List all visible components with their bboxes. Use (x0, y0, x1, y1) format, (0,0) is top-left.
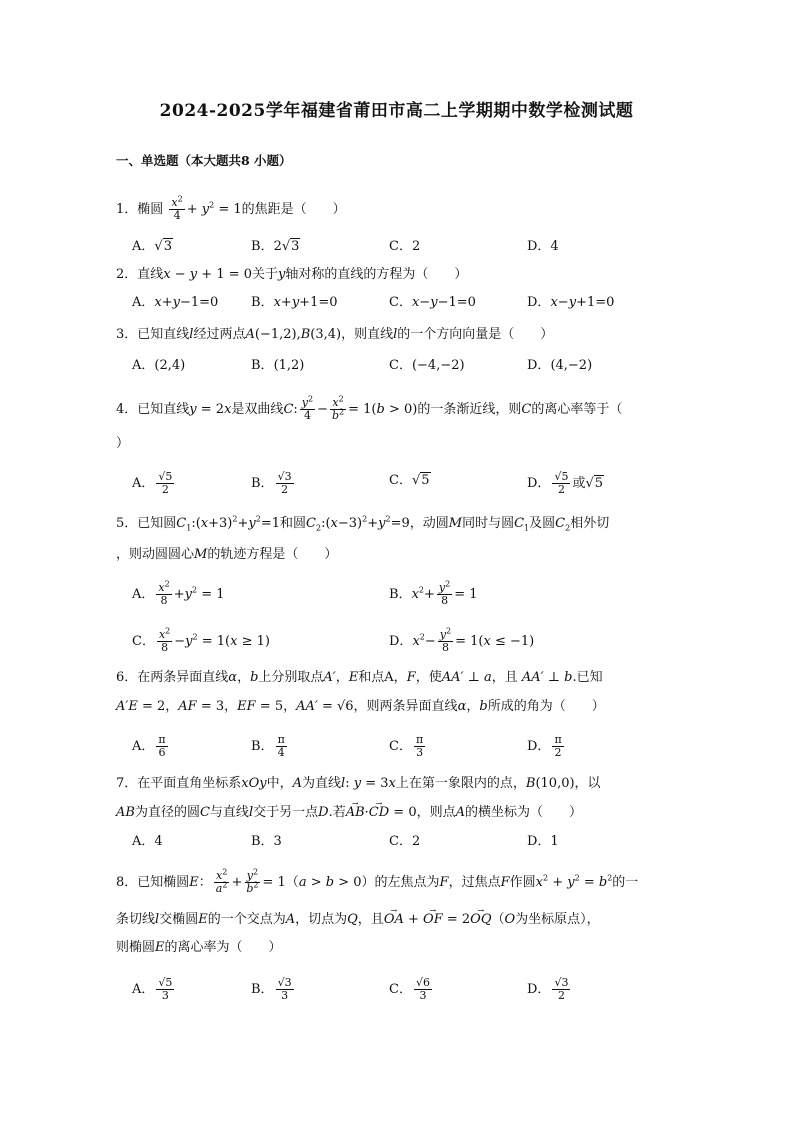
question-4-stem: 4．已知直线y = 2x是双曲线C: $\frac{y^2}{4}$ − $\frac{x^2}{b^2}$ = 1(b > 0)的一条渐近线，则C的离心率等于（ (116, 394, 623, 422)
question-8-stem-line2: 条切线l交椭圆E的一个交点为A，切点为Q，且→ OA + → OF = 2→ OQ（O为坐标原点）， (116, 910, 600, 930)
question-2-stem: 2．直线x − y + 1 = 0关于y轴对称的直线的方程为（ ） (116, 267, 468, 282)
q2-option-c: C．x−y−1=0 (389, 295, 476, 310)
q8-option-d: D． $\frac{√3}{2}$ (527, 976, 569, 1002)
q6-option-a: A． $\frac{\pi}{6}$ (132, 733, 166, 759)
q8-option-a: A． $\frac{√5}{3}$ (132, 976, 173, 1002)
question-8-stem-line3: 则椭圆E的离心率为（ ） (116, 940, 282, 955)
q1-option-d: D．4 (527, 239, 559, 254)
page-title: 2024-2025学年福建省莆田市高二上学期期中数学检测试题 (159, 101, 634, 121)
question-8-stem: 8．已知椭圆E： $\frac{x^2}{a^2}$ + $\frac{y^2}{b^2}$ = 1（a > b > 0）的左焦点为F，过焦点F作圆$x^2 + y^2 = b^2$的一 (116, 867, 639, 895)
q4-option-d: D． $\frac{√5}{2}$ 或√5 (527, 470, 604, 496)
q5-option-b: B．$x^2+$ $\frac{y^2}{8}$ = 1 (389, 579, 478, 607)
question-1-stem: 1．椭圆 $\frac{x^2}{4}$ + $y^2 = 1$的焦距是（ ） (116, 194, 346, 222)
q1-option-b: B．2√3 (251, 239, 300, 254)
q5-option-a: A． $\frac{x^2}{8}$ $+y^2 = 1$ (132, 579, 225, 607)
q3-option-c: C．(−4,−2) (389, 358, 465, 373)
question-6-stem: 6．在两条异面直线α，b上分别取点A′，E和点A，F，使AA′ ⊥ a，且 AA′ ⊥ b.已知 (116, 670, 603, 685)
q7-option-c: C．2 (389, 834, 421, 849)
q3-option-b: B．(1,2) (251, 358, 305, 373)
q2-option-b: B．x+y+1=0 (251, 295, 338, 310)
q8-option-c: C． $\frac{√6}{3}$ (389, 976, 430, 1002)
question-6-stem-line2: A′E = 2，AF = 3，EF = 5，AA′ = √6，则两条异面直线α，b所成的角为（ ） (116, 699, 605, 714)
q1-option-c: C．2 (389, 239, 421, 254)
q7-option-b: B．3 (251, 834, 282, 849)
q6-option-c: C． $\frac{\pi}{3}$ (389, 733, 424, 759)
q4-option-c: C．√5 (389, 473, 430, 488)
q6-option-d: D． $\frac{\pi}{2}$ (527, 733, 562, 759)
q5-option-c: C． $\frac{x^2}{8}$ $-y^2 = 1(x \ge 1)$ (132, 626, 270, 654)
q1-option-a: A．√3 (132, 239, 172, 254)
q4-option-b: B． $\frac{√3}{2}$ (251, 470, 292, 496)
question-3-stem: 3．已知直线l经过两点A(−1,2),B(3,4)，则直线l的一个方向向量是（ ） (116, 327, 554, 342)
q3-option-d: D．(4,−2) (527, 358, 593, 373)
q4-option-a: A． $\frac{√5}{2}$ (132, 470, 173, 496)
question-7-stem-line2: AB为直径的圆C与直线l交于另一点D.若→ AB·→ CD = 0，则点A的横坐标为（ ） (116, 803, 582, 823)
question-7-stem: 7．在平面直角坐标系xOy中，A为直线l: y = 3x上在第一象限内的点，B(10,0)，以 (116, 776, 601, 791)
q8-option-b: B． $\frac{√3}{3}$ (251, 976, 292, 1002)
section-heading: 一、单选题（本大题共8 小题） (116, 153, 292, 168)
q7-option-a: A．4 (132, 834, 163, 849)
q1-text-pre: 1．椭圆 (116, 202, 164, 217)
question-4-stem-line2: ） (116, 436, 130, 451)
q6-option-b: B． $\frac{\pi}{4}$ (251, 733, 285, 759)
q1-text-post: 的焦距是（ ） (241, 202, 346, 217)
q5-option-d: D．$x^2-$ $\frac{y^2}{8}$ = 1(x ≤ −1) (389, 626, 535, 654)
q2-option-a: A．x+y−1=0 (132, 295, 219, 310)
q7-option-d: D．1 (527, 834, 559, 849)
q3-option-a: A．(2,4) (132, 358, 186, 373)
question-5-stem-line2: ，则动圆圆心M的轨迹方程是（ ） (116, 547, 338, 562)
q2-option-d: D．x−y+1=0 (527, 295, 615, 310)
question-5-stem: 5．已知圆$C_1:(x+3)^2+y^2=1$和圆$C_2:(x-3)^2+y^2=9$，动圆M同时与圆$C_1$及圆$C_2$相外切 (116, 514, 610, 533)
